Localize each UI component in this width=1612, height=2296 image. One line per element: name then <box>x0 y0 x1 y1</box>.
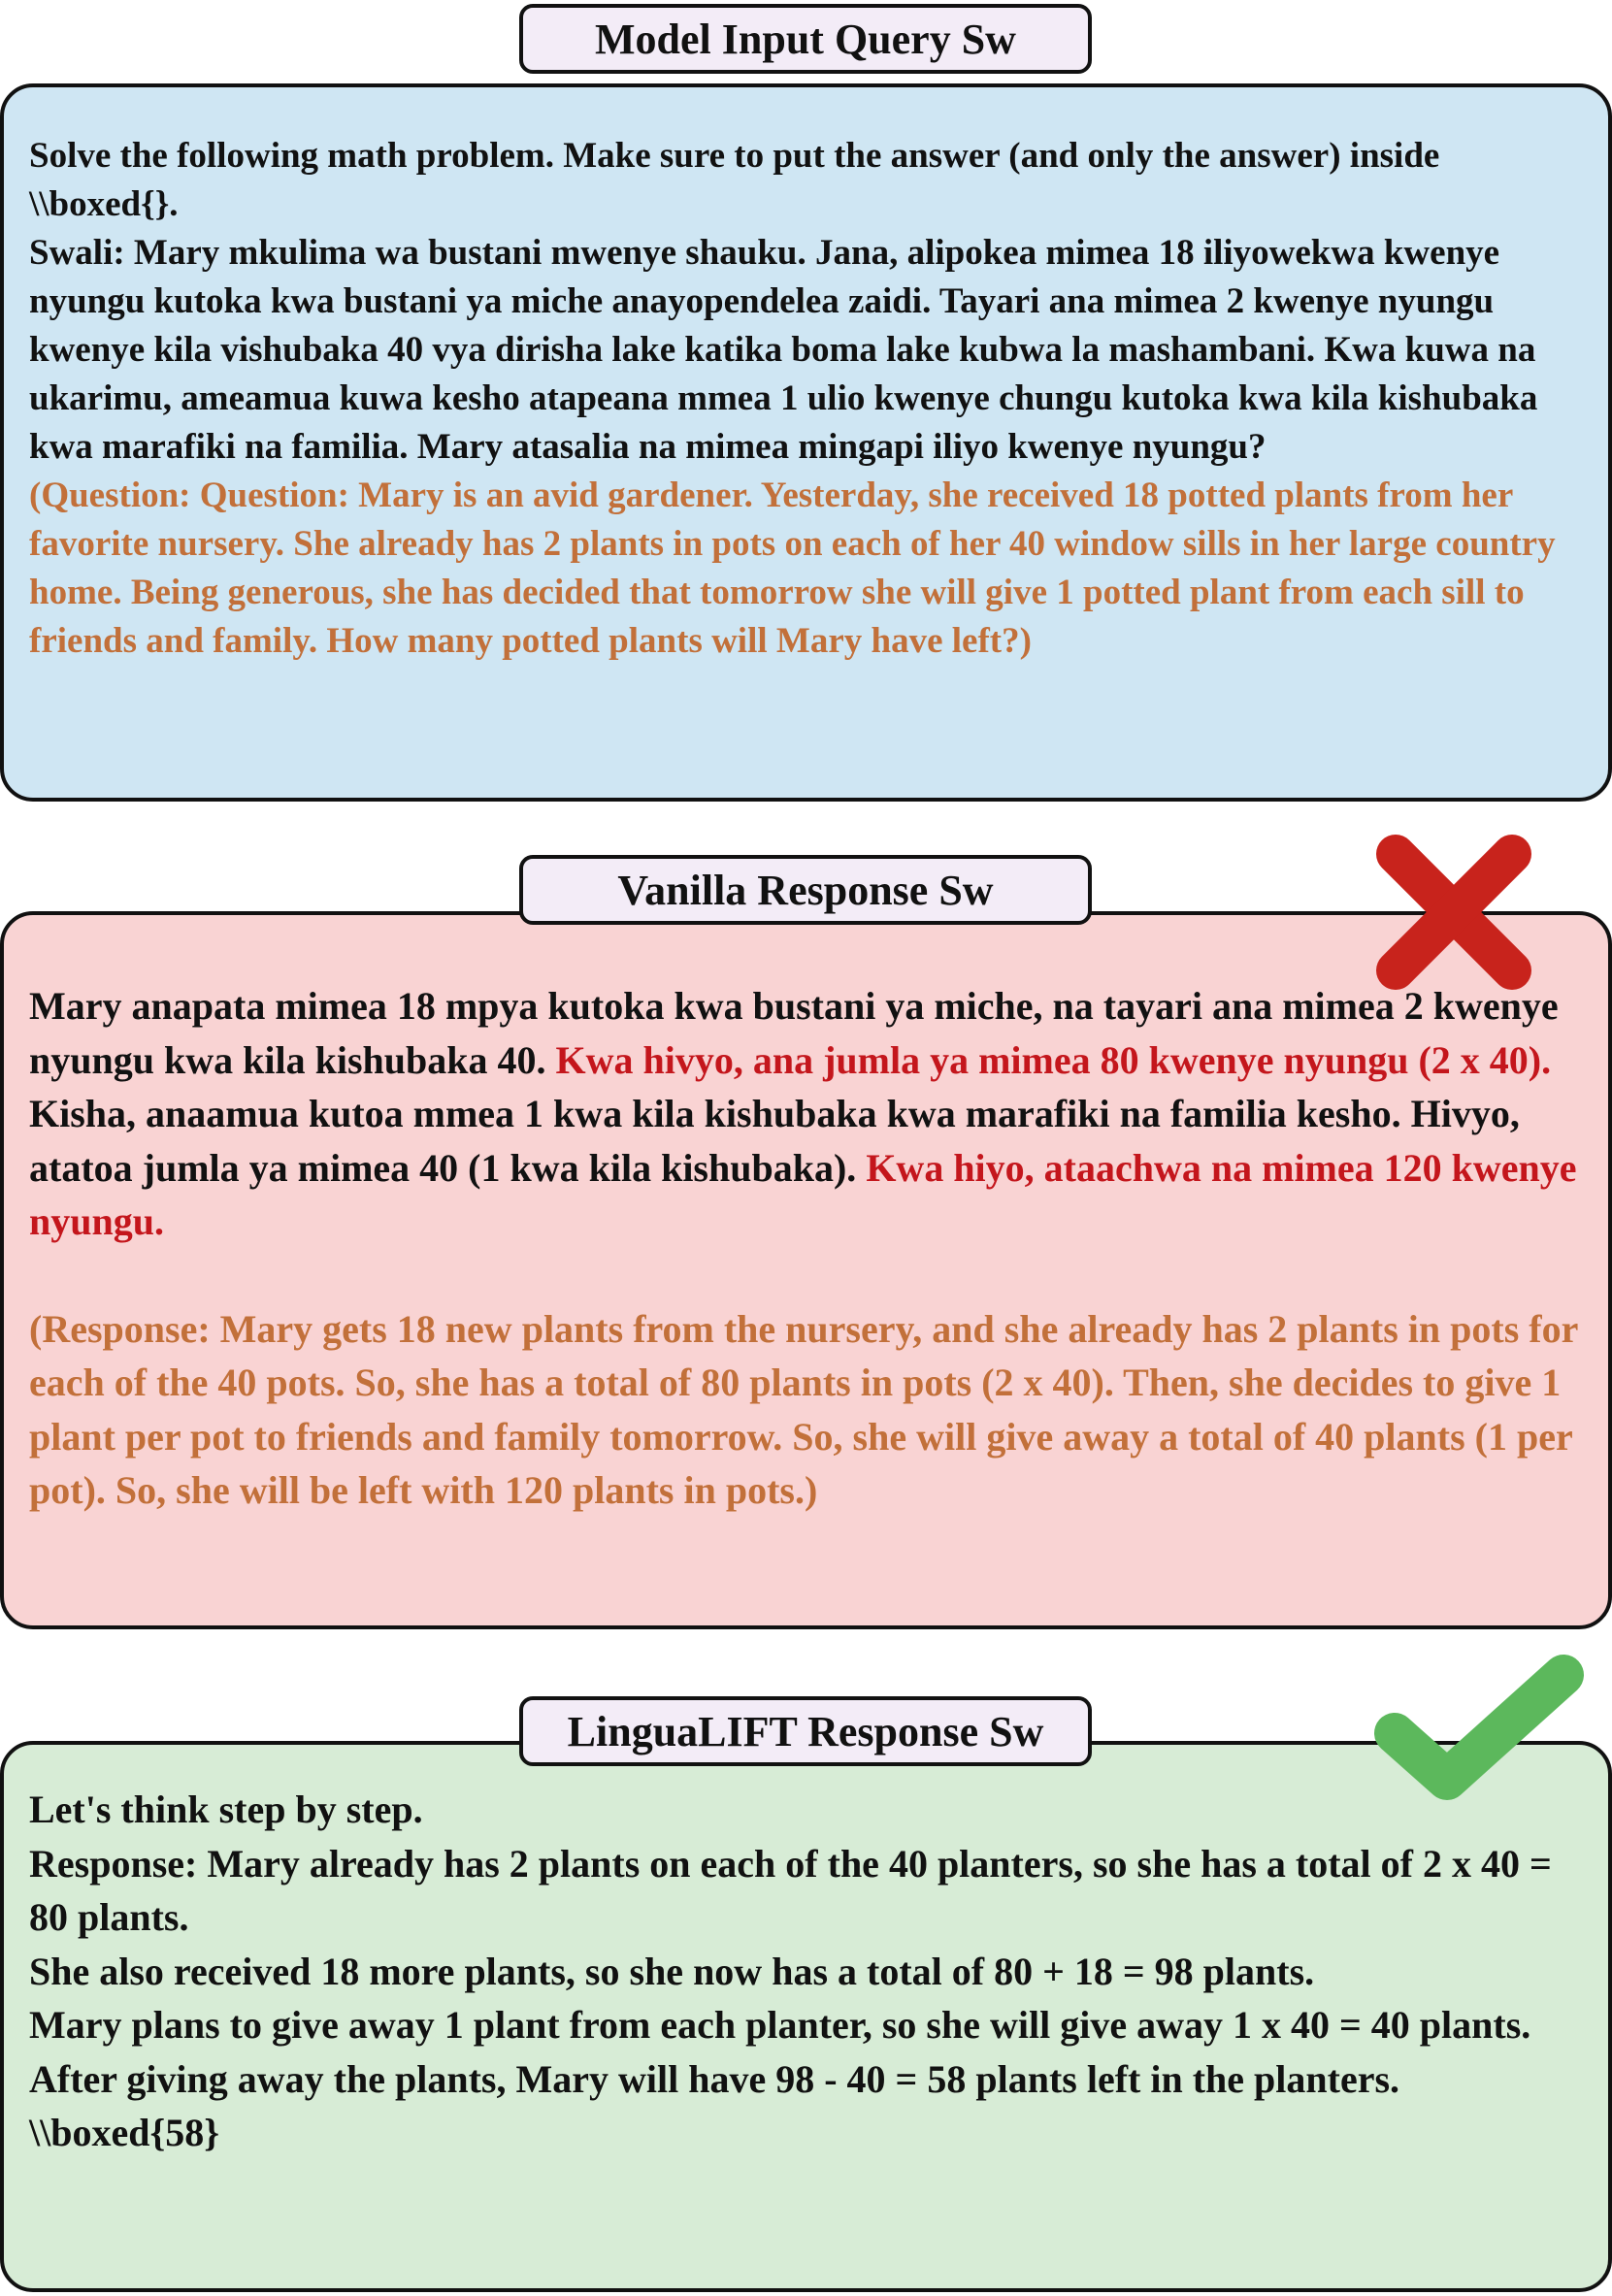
query-title: Model Input Query Sw <box>519 4 1092 74</box>
query-instruction: Solve the following math problem. Make sure to put the answer (and only the answer) inside \\boxed{}. <box>29 136 1440 224</box>
vanilla-text-part2: Kisha, anaamua kutoa mmea 1 kwa kila kishubaka kwa marafiki na familia kesho. Hivyo, atatoa jumla ya mimea 40 (1 kwa kila kishubaka). <box>29 1092 1520 1190</box>
vanilla-title: Vanilla Response Sw <box>519 855 1092 925</box>
vanilla-error-2: Kwa hiyo, ataachwa na mimea 120 kwenye nyungu. <box>29 1145 1577 1243</box>
query-panel <box>0 83 1612 802</box>
lingua-line: After giving away the plants, Mary will have 98 - 40 = 58 plants left in the planters. <box>29 2056 1400 2101</box>
lingua-boxed-answer: \\boxed{58} <box>29 2111 219 2154</box>
vanilla-response-text <box>29 979 1583 1249</box>
lingua-title: LinguaLIFT Response Sw <box>519 1696 1092 1766</box>
lingua-line: She also received 18 more plants, so she now has a total of 80 + 18 = 98 plants. <box>29 1949 1315 1993</box>
vanilla-error-1: Kwa hivyo, ana jumla ya mimea 80 kwenye nyungu (2 x 40). <box>555 1037 1552 1082</box>
lingua-panel <box>0 1741 1612 2292</box>
cross-icon <box>1366 827 1541 998</box>
vanilla-text-part1: Mary anapata mimea 18 mpya kutoka kwa bustani ya miche, na tayari ana mimea 2 kwenye nyungu kwa kila kishubaka 40. <box>29 984 1559 1082</box>
lingua-line: Let's think step by step. <box>29 1788 423 1831</box>
lingua-line: Response: Mary already has 2 plants on each of the 40 planters, so she has a total of 2 x 40 = 80 plants. <box>29 1841 1552 1939</box>
vanilla-english-translation: (Response: Mary gets 18 new plants from the nursery, and she already has 2 plants in pots for each of the 40 pots. So, she has a total of 80 plants in pots (2 x 40). Then, she decides to give 1 plant per pot to friends and family tomorrow. So, she will give away a total of 40 plants (1 per pot). So, she will be left with 120 plants in pots.) <box>29 1306 1578 1512</box>
vanilla-panel <box>0 911 1612 1629</box>
lingua-line: Mary plans to give away 1 plant from each planter, so she will give away 1 x 40 = 40 plants. <box>29 2003 1531 2047</box>
query-swahili-question: Swali: Mary mkulima wa bustani mwenye shauku. Jana, alipokea mimea 18 iliyowekwa kwenye nyungu kutoka kwa bustani ya miche anayopendelea zaidi. Tayari ana mimea 2 kwenye nyungu kwenye kila vishubaka 40 vya dirisha lake katika boma lake kubwa la mashambani. Kwa kuwa na ukarimu, ameamua kuwa kesho atapeana mmea 1 ulio kwenye chungu kutoka kwa kila kishubaka kwa marafiki na familia. Mary atasalia na mimea mingapi iliyo kwenye nyungu? <box>29 233 1538 467</box>
query-english-translation: (Question: Question: Mary is an avid gardener. Yesterday, she received 18 potted plants from her favorite nursery. She already has 2 plants in pots on each of her 40 window sills in her large country home. Being generous, she has decided that tomorrow she will give 1 potted plant from each sill to friends and family. How many potted plants will Mary have left?) <box>29 476 1556 661</box>
checkmark-icon <box>1364 1648 1596 1822</box>
